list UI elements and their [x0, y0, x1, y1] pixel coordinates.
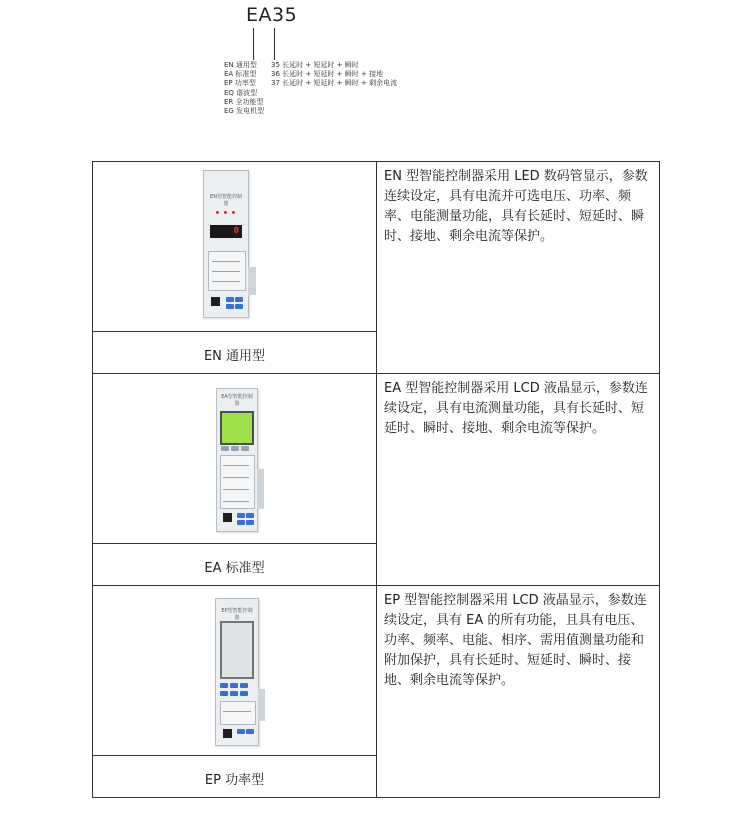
control-button [246, 520, 254, 525]
test-port [211, 297, 220, 306]
lcd-display [220, 621, 254, 679]
lcd-display [220, 411, 254, 445]
en-device-header: EN型智能控制器 [210, 194, 242, 207]
control-button [237, 729, 245, 734]
type-item: EG 发电机型 [224, 107, 265, 116]
control-button [226, 297, 234, 302]
ea-description: EA 型智能控制器采用 LCD 液晶显示，参数连续设定，具有电流测量功能，具有长延时、短延时、瞬时、接地、剩余电流等保护。 [377, 374, 660, 586]
type-item: EP 功率型 [224, 79, 256, 88]
ep-description: EP 型智能控制器采用 LCD 液晶显示，参数连续设定，具有 EA 的所有功能，且具有电压、功率、频率、电能、相序、需用值测量功能和附加保护，具有长延时、短延时、瞬时、接地、剩余电流等保护。 [377, 586, 660, 798]
type-list [224, 61, 264, 116]
function-item: 35 长延时 + 短延时 + 瞬时 [271, 61, 359, 69]
setting-panel [220, 701, 256, 725]
en-image-cell [93, 162, 377, 332]
type-item: EN 通用型 [224, 61, 257, 69]
models-table [92, 161, 660, 798]
ea-controller-image [216, 388, 258, 532]
ea-label: EA 标准型 [93, 544, 377, 586]
control-button [237, 520, 245, 525]
indicator-dot [224, 211, 227, 214]
model-code: EA35 [246, 4, 298, 26]
control-button [246, 729, 254, 734]
en-controller-image [203, 170, 249, 318]
control-button [235, 297, 243, 302]
type-item: EQ 谐波型 [224, 88, 258, 97]
control-button [226, 304, 234, 309]
control-button [231, 446, 239, 451]
ep-controller-image [215, 598, 259, 746]
en-description: EN 型智能控制器采用 LED 数码管显示，参数连续设定，具有电流并可选电压、功率、频率、电能测量功能，具有长延时、短延时、瞬时、接地、剩余电流等保护。 [377, 162, 660, 374]
control-button [241, 446, 249, 451]
control-button [220, 683, 228, 688]
ea-image-cell [93, 374, 377, 544]
control-button [220, 691, 228, 696]
test-port [223, 513, 232, 522]
ep-image-cell [93, 586, 377, 756]
ep-device-header: EP型智能控制器 [221, 608, 253, 621]
function-list [271, 61, 397, 89]
function-item: 36 长延时 + 短延时 + 瞬时 + 接地 [271, 70, 384, 79]
control-button [221, 446, 229, 451]
ep-label: EP 功率型 [93, 756, 377, 798]
control-button [230, 683, 238, 688]
en-label: EN 通用型 [93, 332, 377, 374]
type-pointer-line [253, 28, 254, 60]
control-button [240, 683, 248, 688]
indicator-dot [216, 211, 219, 214]
function-item: 37 长延时 + 短延时 + 瞬时 + 剩余电流 [271, 79, 398, 88]
control-button [237, 513, 245, 518]
control-button [235, 304, 243, 309]
control-button [240, 691, 248, 696]
led-display: 0 [210, 225, 242, 238]
ea-device-header: EA型智能控制器 [221, 394, 253, 407]
type-item: EA 标准型 [224, 70, 257, 79]
function-pointer-line [274, 28, 275, 60]
control-button [230, 691, 238, 696]
control-button [246, 513, 254, 518]
indicator-dot [232, 211, 235, 214]
test-port [223, 729, 232, 738]
type-item: ER 全功能型 [224, 97, 264, 106]
